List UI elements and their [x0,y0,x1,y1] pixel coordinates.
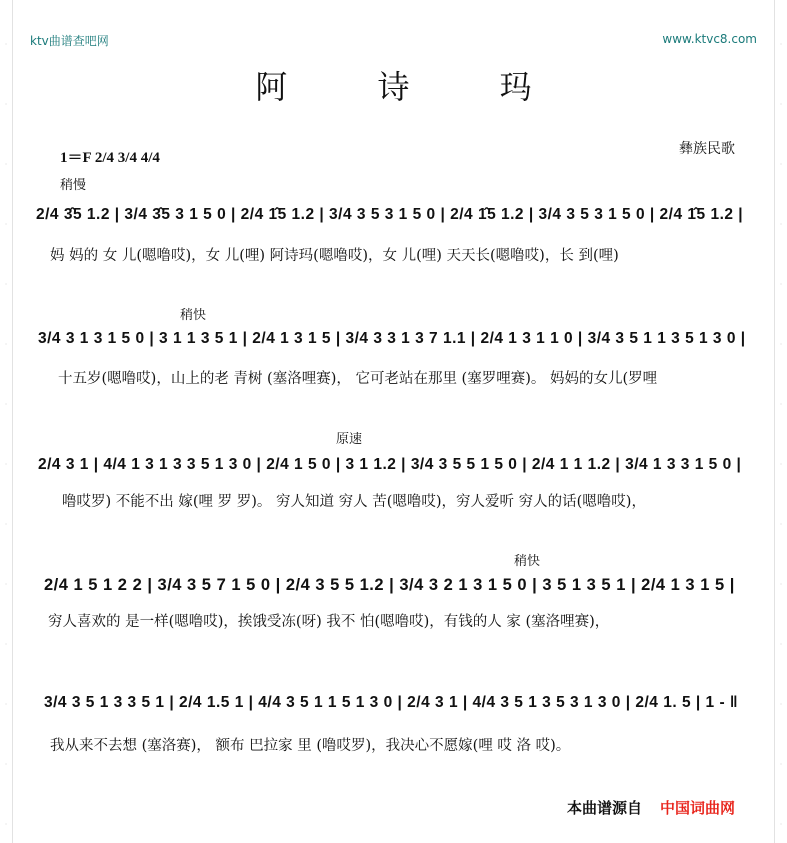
tempo-mark-4: 稍快 [514,554,541,569]
side-watermark-mark: · [4,760,8,769]
side-watermark-mark: · [779,820,783,829]
notation-line-5: 3/4 3 5 1 3 3 5 1 | 2/4 1.5 1 | 4/4 3 5 1 1 5 1 3 0 | 2/4 3 1 | 4/4 3 5 1 3 5 3 1 3 0 | 2/4 1. 5 | 1 - ‖ [44,694,739,711]
right-margin-strip [774,0,787,843]
left-margin-strip [0,0,13,843]
side-watermark-mark: · [4,640,8,649]
tempo-mark-3: 原速 [336,432,363,447]
side-watermark-mark: · [779,340,783,349]
side-watermark-mark: · [4,580,8,589]
side-watermark-mark: · [779,100,783,109]
side-watermark-mark: · [4,700,8,709]
side-watermark-mark: · [4,400,8,409]
song-title: 阿 诗 玛 [255,68,572,106]
lyrics-line-4: 穷人喜欢的 是一样(嗯噜哎)，挨饿受冻(呀) 我不 怕(嗯噜哎)，有钱的人 家 (塞洛哩赛)， [48,614,610,630]
tempo-mark-1: 稍慢 [60,178,87,193]
side-watermark-mark: · [779,580,783,589]
side-watermark-mark: · [779,760,783,769]
lyrics-line-5: 我从来不去想 (塞洛赛)， 额布 巴拉家 里 (噜哎罗)，我决心不愿嫁(哩 哎 洛 哎)。 [50,738,571,754]
tempo-mark-2: 稍快 [180,308,207,323]
side-watermark-mark: · [779,400,783,409]
side-watermark-mark: · [779,700,783,709]
side-watermark-mark: · [779,160,783,169]
notation-line-1: 2/4 3̂5 1.2 | 3/4 3̂5 3 1 5 0 | 2/4 1̂5 1.2 | 3/4 3 5 3 1 5 0 | 2/4 1̂5 1.2 | 3/4 3 5 3 1 5 0 | 2/4 1̂5 1.2 | [36,206,744,223]
notation-line-4: 2/4 1 5 1 2 2 | 3/4 3 5 7 1 5 0 | 2/4 3 5 5 1.2 | 3/4 3 2 1 3 1 5 0 | 3 5 1 3 5 1 | 2/4 1 3 1 5 | [44,576,735,594]
source-site-link[interactable]: 中国词曲网 [659,799,735,817]
site-url-right[interactable]: www.ktvc8.com [662,32,757,46]
side-watermark-mark: · [779,220,783,229]
side-watermark-mark: · [779,40,783,49]
side-watermark-mark: · [779,520,783,529]
side-watermark-mark: · [779,460,783,469]
side-watermark-mark: · [4,460,8,469]
side-watermark-mark: · [779,280,783,289]
song-genre: 彝族民歌 [679,141,735,157]
site-name-left[interactable]: ktv曲谱查吧网 [30,34,109,48]
side-watermark-mark: · [4,520,8,529]
lyrics-line-2: 十五岁(嗯噜哎)，山上的老 青树 (塞洛哩赛)， 它可老站在那里 (塞罗哩赛)。 妈妈的女儿(罗哩 [58,371,658,387]
side-watermark-mark: · [779,640,783,649]
notation-line-2: 3/4 3 1 3 1 5 0 | 3 1 1 3 5 1 | 2/4 1 3 1 5 | 3/4 3 3 1 3 7 1.1 | 2/4 1 3 1 1 0 | 3/4 3 5 1 1 3 5 1 3 0 | [38,330,746,347]
notation-line-3: 2/4 3 1 | 4/4 1 3 1 3 3 5 1 3 0 | 2/4 1 5 0 | 3 1 1.2 | 3/4 3 5 5 1 5 0 | 2/4 1 1 1.2 | 3/4 1 3 3 1 5 0 | [38,456,742,473]
side-watermark-mark: · [4,280,8,289]
side-watermark-mark: · [4,820,8,829]
side-watermark-mark: · [4,220,8,229]
side-watermark-mark: · [4,100,8,109]
key-signature: 1＝F 2/4 3/4 4/4 [60,150,160,166]
lyrics-line-1: 妈 妈的 女 儿(嗯噜哎)，女 儿(哩) 阿诗玛(嗯噜哎)，女 儿(哩) 天天长(嗯噜哎)，长 到(哩) [50,248,619,264]
side-watermark-mark: · [4,340,8,349]
source-label: 本曲谱源自 [566,799,642,817]
side-watermark-mark: · [4,160,8,169]
lyrics-line-3: 噜哎罗) 不能不出 嫁(哩 罗 罗)。 穷人知道 穷人 苦(嗯噜哎)，穷人爱听 穷人的话(嗯噜哎)， [62,494,646,510]
source-credit [567,797,735,818]
side-watermark-mark: · [4,40,8,49]
